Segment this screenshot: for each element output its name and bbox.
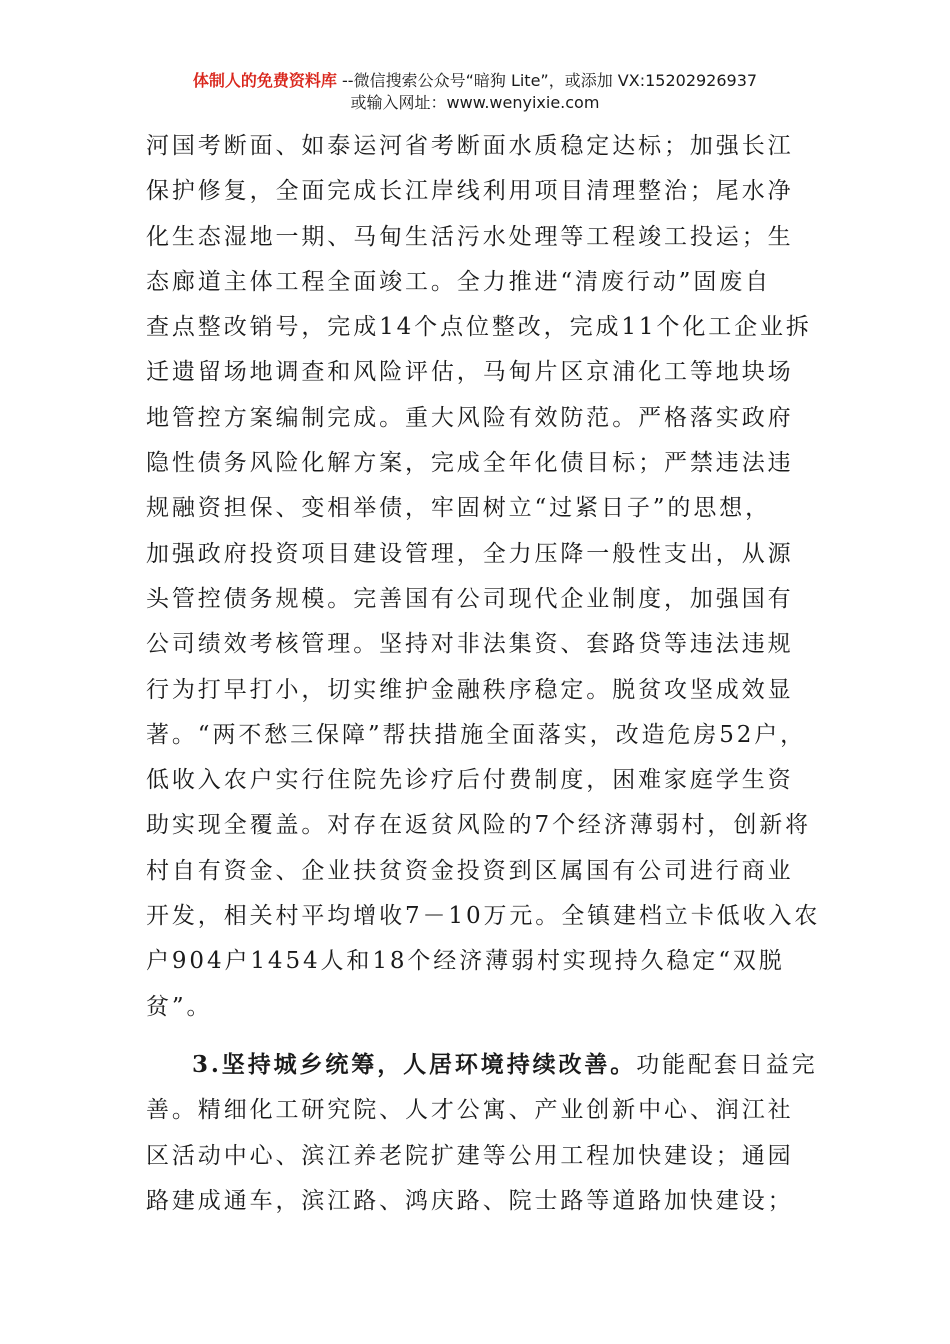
text-line: 化生态湿地一期、马甸生活污水处理等工程竣工投运；生 [146,223,794,250]
text-run: 功能配套日益完 [636,1051,818,1078]
text-line: 查点整改销号，完成14个点位整改，完成11个化工企业拆 [146,314,812,341]
text-line: 区活动中心、滨江养老院扩建等公用工程加快建设；通园 [146,1142,794,1169]
header-brand: 体制人的免费资料库 [192,71,337,90]
text-line: 迁遗留场地调查和风险评估，马甸片区京浦化工等地块场 [146,359,794,386]
text-line: 公司绩效考核管理。坚持对非法集资、套路贷等违法违规 [146,631,794,658]
page-header [0,70,950,114]
text-line: 低收入农户实行住院先诊疗后付费制度，困难家庭学生资 [146,767,794,794]
text-line: 头管控债务规模。完善国有公司现代企业制度，加强国有 [146,585,794,612]
paragraph-1 [146,124,821,1030]
document-body [146,124,821,1224]
text-line: 村自有资金、企业扶贫资金投资到区属国有公司进行商业 [146,857,794,884]
header-tagline: --微信搜索公众号“暗狗 Lite”，或添加 VX:15202926937 [336,71,758,90]
text-line: 著。“两不愁三保障”帮扶措施全面落实，改造危房52户， [146,721,807,748]
text-line: 助实现全覆盖。对存在返贫风险的7个经济薄弱村，创新将 [146,812,812,839]
text-line: 加强政府投资项目建设管理，全力压降一般性支出，从源 [146,540,794,567]
text-line-first [146,1042,818,1088]
text-line: 户904户1454人和18个经济薄弱村实现持久稳定“双脱 [146,948,785,975]
text-line: 隐性债务风险化解方案，完成全年化债目标；严禁违法违 [146,450,794,477]
text-line: 行为打早打小，切实维护金融秩序稳定。脱贫攻坚成效显 [146,676,794,703]
header-line [0,70,950,92]
text-line: 善。精细化工研究院、人才公寓、产业创新中心、润江社 [146,1097,794,1124]
text-line: 贫”。 [146,993,213,1020]
text-line: 路建成通车，滨江路、鸿庆路、院士路等道路加快建设； [146,1187,794,1214]
text-line: 规融资担保、变相举债，牢固树立“过紧日子”的思想， [146,495,772,522]
text-line: 河国考断面、如泰运河省考断面水质稳定达标；加强长江 [146,133,794,159]
text-line: 保护修复，全面完成长江岸线利用项目清理整治；尾水净 [146,178,794,205]
section-heading: 3.坚持城乡统筹，人居环境持续改善。 [192,1050,637,1078]
text-line: 开发，相关村平均增收7－10万元。全镇建档立卡低收入农 [146,903,821,930]
text-line: 地管控方案编制完成。重大风险有效防范。严格落实政府 [146,404,794,431]
text-line: 态廊道主体工程全面竣工。全力推进“清废行动”固废自 [146,268,772,295]
paragraph-2 [146,1042,818,1224]
header-website: 或输入网址：www.wenyixie.com [350,93,600,112]
